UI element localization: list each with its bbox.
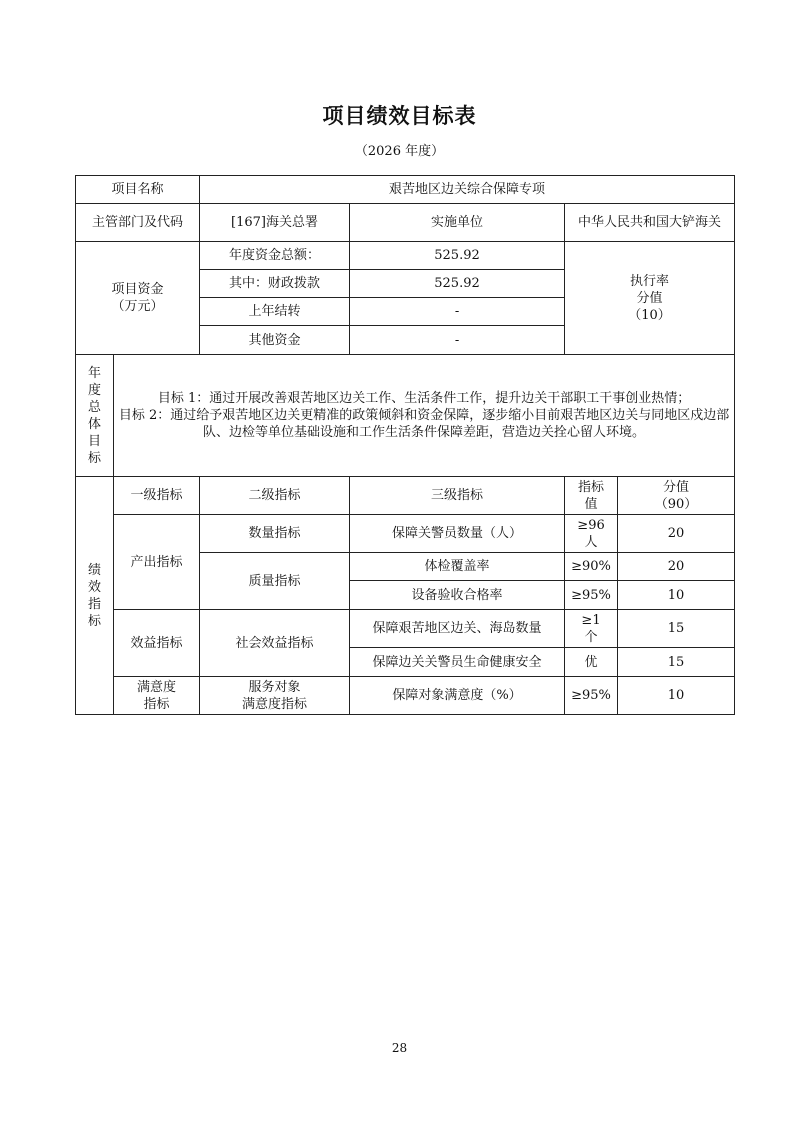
indicator-name: 保障对象满意度（%） [350,677,565,715]
dept-value: [167]海关总署 [200,204,350,242]
indicator-target: 优 [565,648,618,677]
indicator-score: 15 [618,610,735,648]
target-text: ≥1 个 [581,612,601,645]
indicator-score: 20 [618,553,735,581]
execution-rate-label: 执行率 分值 （10） [628,273,671,323]
quantity-indicator: 数量指标 [200,515,350,553]
page-title: 项目绩效目标表 [322,104,477,128]
fiscal-label: 其中：财政拨款 [200,270,350,298]
indicator-target: ≥95% [565,677,618,715]
indicator-name: 保障关警员数量（人） [350,515,565,553]
fiscal-value: 525.92 [350,270,565,298]
indicator-name: 体检覆盖率 [350,553,565,581]
indicator-name: 保障边关关警员生命健康安全 [350,648,565,677]
header-level3: 三级指标 [350,477,565,515]
indicator-name: 设备验收合格率 [350,581,565,610]
target-text: ≥96 人 [577,517,605,550]
project-funds-label [76,242,200,355]
header-level1: 一级指标 [114,477,200,515]
indicator-target [565,610,618,648]
dept-label: 主管部门及代码 [76,204,200,242]
annual-goal-label [76,355,114,477]
indicator-target [565,515,618,553]
satisfaction-indicator [114,677,200,715]
other-funds-label: 其他资金 [200,326,350,355]
carryover-value: - [350,298,565,326]
carryover-label: 上年结转 [200,298,350,326]
impl-unit-label: 实施单位 [350,204,565,242]
indicator-score: 20 [618,515,735,553]
performance-text: 绩 效 指 标 [87,562,101,629]
goal-2: 目标 2：通过给予艰苦地区边关更精准的政策倾斜和资金保障，逐步缩小目前艰苦地区边关与同地区戍边部队、边检等单位基础设施和工作生活条件保障差距，营造边关拴心留人环境。 [118,408,730,440]
indicator-score: 15 [618,648,735,677]
total-funds-value: 525.92 [350,242,565,270]
project-name-label: 项目名称 [76,176,200,204]
goal-1: 目标 1：通过开展改善艰苦地区边关工作、生活条件工作，提升边关干部职工干事创业热情； [157,391,691,406]
execution-rate-cell [565,242,735,355]
annual-goal-content [114,355,735,477]
impl-unit-value: 中华人民共和国大铲海关 [565,204,735,242]
header-level2: 二级指标 [200,477,350,515]
indicator-name: 保障艰苦地区边关、海岛数量 [350,610,565,648]
project-name-value: 艰苦地区边关综合保障专项 [200,176,735,204]
satisfaction-text: 满意度 指标 [137,679,177,712]
indicator-score: 10 [618,677,735,715]
total-funds-label: 年度资金总额： [200,242,350,270]
project-funds-text: 项目资金 （万元） [111,282,164,314]
performance-table [75,175,735,715]
page-subtitle: （2026 年度） [354,144,445,159]
output-indicator: 产出指标 [114,515,200,610]
indicator-target: ≥95% [565,581,618,610]
header-score [618,477,735,515]
social-benefit-indicator: 社会效益指标 [200,610,350,677]
indicator-score: 10 [618,581,735,610]
benefit-indicator: 效益指标 [114,610,200,677]
quality-indicator: 质量指标 [200,553,350,610]
page-number: 28 [391,1041,408,1055]
annual-goal-text: 年 度 总 体 目 标 [87,365,101,466]
header-target [565,477,618,515]
performance-label [76,477,114,715]
other-funds-value: - [350,326,565,355]
service-satisfaction-text: 服务对象 满意度指标 [242,679,308,712]
header-score-text: 分值 （90） [654,479,698,512]
indicator-target: ≥90% [565,553,618,581]
header-target-text: 指标 值 [578,479,605,512]
service-satisfaction-indicator [200,677,350,715]
